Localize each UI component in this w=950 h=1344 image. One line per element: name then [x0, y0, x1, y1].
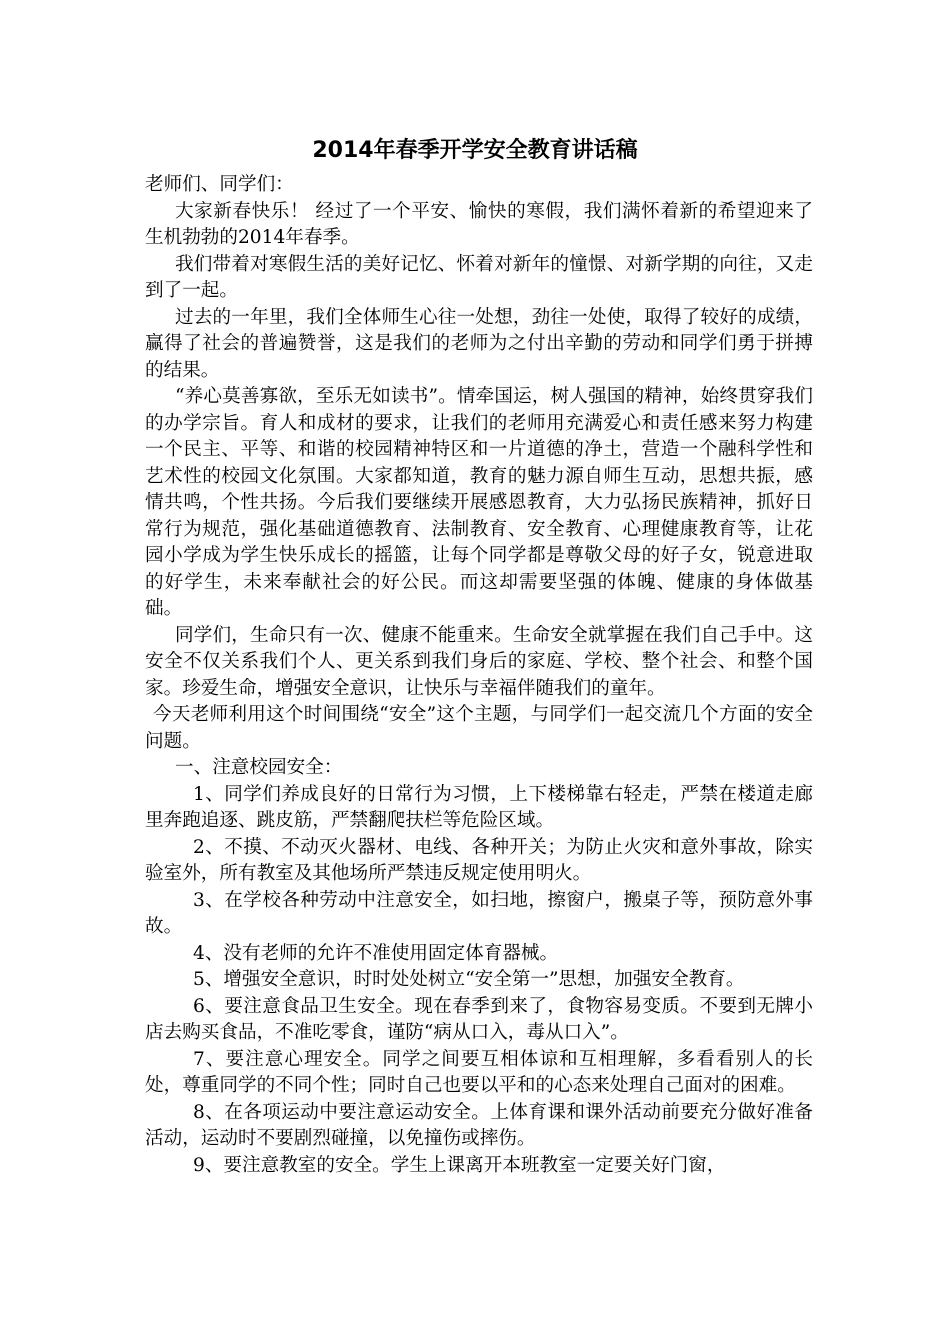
- list-item-9: 9、要注意教室的安全。学生上课离开本班教室一定要关好门窗，: [193, 1154, 726, 1176]
- paragraph-greeting: 大家新春快乐！ 经过了一个平安、愉快的寒假，我们满怀着新的希望迎来了生机勃勃的2014年春季。: [145, 200, 813, 248]
- document-body: [145, 172, 813, 1179]
- document-title: 2014年春季开学安全教育讲话稿: [312, 138, 638, 163]
- list-item-4: 4、没有老师的允许不准使用固定体育器械。: [193, 942, 559, 964]
- list-item-3: 3、在学校各种劳动中注意安全，如扫地，擦窗户，搬桌子等，预防意外事故。: [145, 889, 813, 937]
- list-item-1: 1、同学们养成良好的日常行为习惯，上下楼梯靠右轻走，严禁在楼道走廊里奔跑追逐、跳皮筋，严禁翻爬扶栏等危险区域。: [145, 783, 813, 831]
- paragraph-past-year: 过去的一年里，我们全体师生心往一处想，劲往一处使，取得了较好的成绩，赢得了社会的普遍赞誉，这是我们的老师为之付出辛勤的劳动和同学们勇于拼搏的结果。: [145, 306, 813, 381]
- list-item-8: 8、在各项运动中要注意运动安全。上体育课和课外活动前要充分做好准备活动，运动时不要剧烈碰撞，以免撞伤或摔伤。: [145, 1101, 813, 1149]
- paragraph-topic-intro: 今天老师利用这个时间围绕“安全”这个主题，与同学们一起交流几个方面的安全问题。: [145, 704, 813, 752]
- salutation: 老师们、同学们：: [145, 174, 294, 195]
- list-item-7: 7、要注意心理安全。同学之间要互相体谅和互相理解，多看看别人的长处，尊重同学的不同个性；同时自己也要以平和的心态来处理自己面对的困难。: [145, 1048, 813, 1096]
- list-item-5: 5、增强安全意识，时时处处树立“安全第一”思想，加强安全教育。: [193, 969, 745, 990]
- paragraph-memories: 我们带着对寒假生活的美好记忆、怀着对新年的憧憬、对新学期的向往，又走到了一起。: [145, 253, 813, 301]
- paragraph-life-safety: 同学们，生命只有一次、健康不能重来。生命安全就掌握在我们自己手中。这安全不仅关系我们个人、更关系到我们身后的家庭、学校、整个社会、和整个国家。珍爱生命，增强安全意识，让快乐与幸福伴随我们的童年。: [145, 624, 813, 699]
- list-item-2: 2、不摸、不动灭火器材、电线、各种开关；为防止火灾和意外事故，除实验室外，所有教室及其他场所严禁违反规定使用明火。: [145, 836, 813, 884]
- section-heading-campus-safety: 一、注意校园安全：: [175, 757, 343, 778]
- list-item-6: 6、要注意食品卫生安全。现在春季到来了，食物容易变质。不要到无牌小店去购买食品，不准吃零食，谨防“病从口入，毒从口入”。: [145, 995, 813, 1043]
- paragraph-school-spirit: “养心莫善寡欲，至乐无如读书”。情牵国运，树人强国的精神，始终贯穿我们的办学宗旨。育人和成材的要求，让我们的老师用充满爱心和责任感来努力构建一个民主、平等、和谐的校园精神特区和一片道德的净土，营造一个融科学性和艺术性的校园文化氛围。大家都知道，教育的魅力源自师生互动，思想共振，感情共鸣，个性共扬。今后我们要继续开展感恩教育，大力弘扬民族精神，抓好日常行为规范，强化基础道德教育、法制教育、安全教育、心理健康教育等，让花园小学成为学生快乐成长的摇篮，让每个同学都是尊敬父母的好子女，锐意进取的好学生，未来奉献社会的好公民。而这却需要坚强的体魄、健康的身体做基础。: [145, 386, 813, 619]
